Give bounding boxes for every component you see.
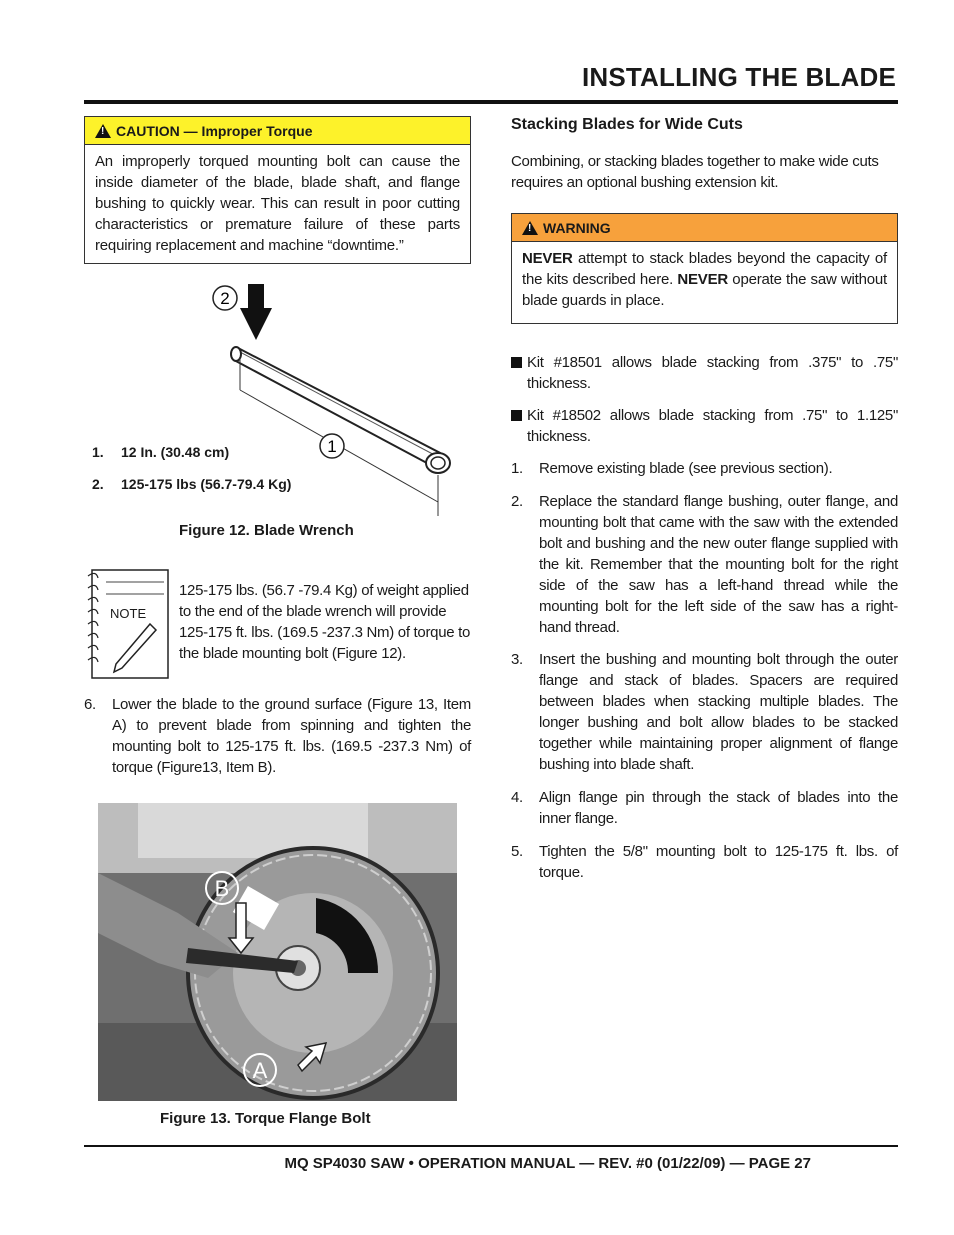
arrow-down-icon <box>240 284 272 340</box>
page-title: INSTALLING THE BLADE <box>581 62 896 92</box>
warning-box <box>511 213 898 324</box>
callout-2: 2 <box>220 289 230 308</box>
caution-body: An improperly torqued mounting bolt can cause the inside diameter of the blade, blade shaft, and flange bushing to quickly wear. This can result in poor cutting characteristics or premature failure of these parts requiring replacement and machine “downtime.” <box>95 153 460 254</box>
stacking-intro: Combining, or stacking blades together to make wide cuts requires an optional bushing extension kit. <box>511 153 879 191</box>
figure13-caption: Figure 13. Torque Flange Bolt <box>160 1110 371 1127</box>
top-rule <box>84 100 898 104</box>
page-footer: MQ SP4030 SAW • OPERATION MANUAL — REV. #0 (01/22/09) — PAGE 27 <box>284 1155 811 1172</box>
caution-header <box>85 117 470 145</box>
bullet-square-icon <box>511 410 522 421</box>
step-1: 1. Remove existing blade (see previous section). <box>511 460 833 477</box>
step-2: 2. Replace the standard flange bushing, outer flange, and mounting bolt that came with the saw with the extended bolt and bushing and the new outer flange supplied with the kit. Remember that the mounting bolt for the right side of the saw has a left-hand thread while the mounting bolt for the left side of the saw has a right-hand thread. <box>511 493 898 636</box>
warning-title: WARNING <box>543 219 611 236</box>
callout-1: 1 <box>327 437 337 456</box>
stacking-heading: Stacking Blades for Wide Cuts <box>511 116 743 133</box>
step-5: 5. Tighten the 5/8" mounting bolt to 125-175 ft. lbs. of torque. <box>511 843 898 881</box>
notepad-icon <box>86 568 170 680</box>
kit-item-2: Kit #18502 allows blade stacking from .75" to 1.125" thickness. <box>511 405 898 447</box>
bottom-rule <box>84 1145 898 1147</box>
caution-box <box>84 116 471 264</box>
torque-flange-bolt-photo <box>98 803 457 1101</box>
warning-triangle-icon <box>522 221 538 235</box>
photo-label-b: B <box>214 876 230 901</box>
caution-title: CAUTION — Improper Torque <box>116 122 313 139</box>
kit-item-1: Kit #18501 allows blade stacking from .375" to .75" thickness. <box>511 352 898 394</box>
note-icon-label: NOTE <box>110 606 147 621</box>
warning-header <box>512 214 897 242</box>
bullet-square-icon <box>511 357 522 368</box>
note-text: 125-175 lbs. (56.7 -79.4 Kg) of weight applied to the end of the blade wrench will provide 125-175 ft. lbs. (169.5 -237.3 Nm) of torque to the blade mounting bolt (Figure 12). <box>179 582 471 662</box>
legend-item-1: 1. 12 In. (30.48 cm) <box>92 444 230 460</box>
warning-body: NEVER attempt to stack blades beyond the capacity of the kits described here. NEVER operate the saw without blade guards in place. <box>522 250 887 309</box>
figure12-caption: Figure 12. Blade Wrench <box>179 522 354 539</box>
step-4: 4. Align flange pin through the stack of blades into the inner flange. <box>511 789 898 827</box>
photo-label-a: A <box>252 1058 268 1083</box>
warning-triangle-icon <box>95 124 111 138</box>
step-3: 3. Insert the bushing and mounting bolt through the outer flange and stack of blades. Spacers are required between blades when stacking multiple blades. The longer bushing and bolt allow blades to be stacked together while maintaining proper alignment of flange bushing into blade shaft. <box>511 651 898 773</box>
figure12-legend <box>92 436 291 500</box>
step-6: 6. Lower the blade to the ground surface (Figure 13, Item A) to prevent blade from spinning and tighten the mounting bolt to 125-175 ft. lbs. (169.5 -237.3 Nm) of torque (Figure13, Item B). <box>84 696 471 776</box>
legend-item-2: 2. 125-175 lbs (56.7-79.4 Kg) <box>92 476 292 492</box>
